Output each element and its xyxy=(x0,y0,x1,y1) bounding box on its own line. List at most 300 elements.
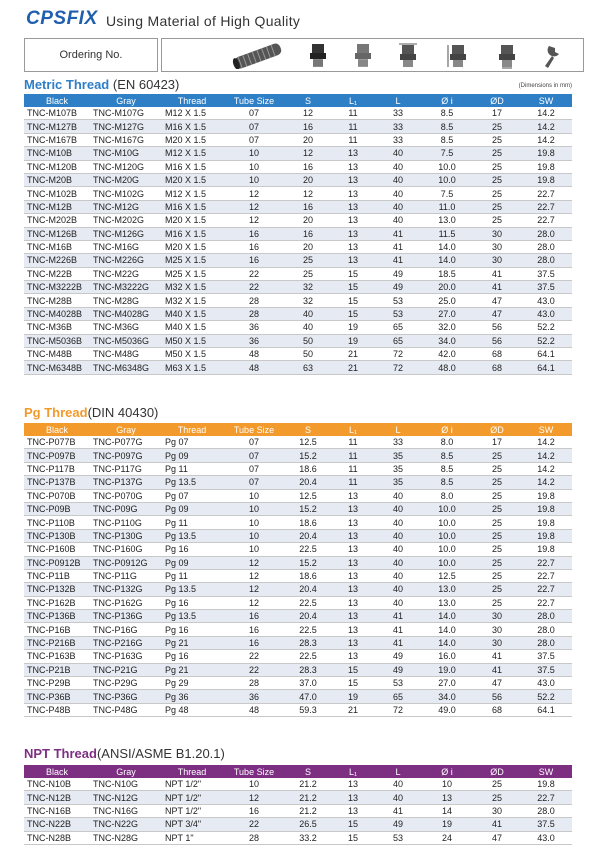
table-cell: 19.8 xyxy=(520,529,572,542)
table-cell: 12 xyxy=(222,791,286,804)
table-cell: 25 xyxy=(474,596,520,609)
table-cell: 40 xyxy=(376,596,420,609)
table-cell: 25 xyxy=(474,187,520,200)
table-cell: M25 X 1.5 xyxy=(162,267,222,280)
table-cell: M32 X 1.5 xyxy=(162,281,222,294)
table-cell: 21.2 xyxy=(286,804,330,817)
table-cell: 30 xyxy=(474,254,520,267)
table-cell: 40 xyxy=(376,173,420,186)
table-row xyxy=(24,516,572,529)
table-cell: 07 xyxy=(222,476,286,489)
table-cell: TNC-P130G xyxy=(90,529,162,542)
table-cell: 16.0 xyxy=(420,650,474,663)
table-cell: 25 xyxy=(474,120,520,133)
table-cell: TNC-M120G xyxy=(90,160,162,173)
table-cell: 25 xyxy=(286,267,330,280)
table-cell: 49 xyxy=(376,267,420,280)
table-cell: Pg 16 xyxy=(162,543,222,556)
table-cell: 19.8 xyxy=(520,160,572,173)
table-cell: 13 xyxy=(330,543,376,556)
table-cell: 72 xyxy=(376,348,420,361)
table-cell: TNC-M4028G xyxy=(90,307,162,320)
table-cell: TNC-P097G xyxy=(90,449,162,462)
table-cell: TNC-N10G xyxy=(90,778,162,791)
table-cell: 13 xyxy=(330,187,376,200)
table-cell: 33 xyxy=(376,120,420,133)
table-cell: Pg 11 xyxy=(162,462,222,475)
table-row xyxy=(24,623,572,636)
column-header: Black xyxy=(24,94,90,107)
table-cell: 13 xyxy=(330,778,376,791)
metric-title: Metric Thread xyxy=(24,77,110,92)
table-row xyxy=(24,583,572,596)
table-cell: 10 xyxy=(222,529,286,542)
column-header: L₁ xyxy=(330,94,376,107)
table-cell: 28 xyxy=(222,307,286,320)
table-cell: Pg 07 xyxy=(162,489,222,502)
table-cell: TNC-P132G xyxy=(90,583,162,596)
table-cell: 17 xyxy=(474,436,520,449)
table-row xyxy=(24,281,572,294)
table-cell: 13 xyxy=(330,791,376,804)
table-cell: TNC-P21B xyxy=(24,663,90,676)
table-cell: 12 xyxy=(222,200,286,213)
table-cell: 13 xyxy=(330,623,376,636)
table-cell: TNC-P09G xyxy=(90,502,162,515)
table-cell: 12 xyxy=(222,556,286,569)
table-cell: 22.7 xyxy=(520,569,572,582)
table-cell: 28 xyxy=(222,294,286,307)
table-cell: 40 xyxy=(376,187,420,200)
table-cell: 40 xyxy=(376,502,420,515)
table-cell: Pg 13.5 xyxy=(162,610,222,623)
table-cell: 10.0 xyxy=(420,543,474,556)
table-cell: 19.8 xyxy=(520,778,572,791)
table-cell: 10 xyxy=(222,160,286,173)
table-cell: 25 xyxy=(474,173,520,186)
table-cell: TNC-P21G xyxy=(90,663,162,676)
table-cell: 16 xyxy=(286,160,330,173)
table-cell: 15.2 xyxy=(286,502,330,515)
hose-icon xyxy=(230,43,286,69)
table-cell: TNC-M28G xyxy=(90,294,162,307)
table-cell: 13 xyxy=(330,227,376,240)
table-cell: 19 xyxy=(330,321,376,334)
table-cell: 35 xyxy=(376,449,420,462)
table-cell: 14.0 xyxy=(420,240,474,253)
table-cell: 37.0 xyxy=(286,677,330,690)
ordering-label: Ordering No. xyxy=(24,38,158,72)
product-images xyxy=(161,38,584,72)
table-row xyxy=(24,556,572,569)
table-cell: 42.0 xyxy=(420,348,474,361)
table-cell: TNC-M22G xyxy=(90,267,162,280)
table-cell: 47 xyxy=(474,294,520,307)
table-cell: 35 xyxy=(376,476,420,489)
table-cell: 07 xyxy=(222,133,286,146)
table-cell: 18.6 xyxy=(286,516,330,529)
table-cell: 7.5 xyxy=(420,147,474,160)
table-cell: Pg 36 xyxy=(162,690,222,703)
table-cell: M25 X 1.5 xyxy=(162,254,222,267)
table-cell: 10.0 xyxy=(420,173,474,186)
table-cell: TNC-P163B xyxy=(24,650,90,663)
table-cell: 25 xyxy=(474,133,520,146)
page-header xyxy=(0,0,594,36)
table-cell: 25 xyxy=(474,502,520,515)
table-row xyxy=(24,240,572,253)
table-cell: TNC-M10G xyxy=(90,147,162,160)
table-cell: 48 xyxy=(222,348,286,361)
table-cell: 65 xyxy=(376,690,420,703)
table-cell: 49 xyxy=(376,650,420,663)
table-row xyxy=(24,778,572,791)
table-cell: Pg 09 xyxy=(162,449,222,462)
table-row xyxy=(24,543,572,556)
table-cell: 16 xyxy=(222,240,286,253)
table-cell: 41 xyxy=(376,610,420,623)
table-cell: 8.5 xyxy=(420,449,474,462)
table-cell: 13 xyxy=(420,791,474,804)
table-cell: TNC-M6348B xyxy=(24,361,90,374)
table-cell: 25 xyxy=(474,462,520,475)
table-cell: TNC-P160G xyxy=(90,543,162,556)
table-cell: 20.4 xyxy=(286,529,330,542)
table-cell: 11 xyxy=(330,462,376,475)
column-header: Thread xyxy=(162,765,222,778)
table-cell: 28.0 xyxy=(520,254,572,267)
table-cell: TNC-P162B xyxy=(24,596,90,609)
table-cell: 12 xyxy=(222,569,286,582)
metric-section-title xyxy=(24,77,179,92)
table-cell: M32 X 1.5 xyxy=(162,294,222,307)
table-cell: TNC-P077G xyxy=(90,436,162,449)
table-cell: 20 xyxy=(286,133,330,146)
table-cell: 41 xyxy=(376,804,420,817)
table-cell: 37.5 xyxy=(520,650,572,663)
table-cell: 15.2 xyxy=(286,449,330,462)
table-cell: 13 xyxy=(330,596,376,609)
table-cell: 52.2 xyxy=(520,690,572,703)
table-cell: 30 xyxy=(474,610,520,623)
table-cell: 22.7 xyxy=(520,556,572,569)
table-cell: TNC-P48B xyxy=(24,703,90,716)
table-row xyxy=(24,107,572,120)
table-cell: 10 xyxy=(222,489,286,502)
table-cell: 27.0 xyxy=(420,677,474,690)
table-cell: 49 xyxy=(376,818,420,831)
table-cell: 10.0 xyxy=(420,529,474,542)
table-row xyxy=(24,791,572,804)
table-cell: 41 xyxy=(376,254,420,267)
table-row xyxy=(24,476,572,489)
column-header: L xyxy=(376,765,420,778)
table-cell: 43.0 xyxy=(520,294,572,307)
table-cell: 22.5 xyxy=(286,650,330,663)
black-fitting-icon xyxy=(309,43,327,69)
table-cell: 49 xyxy=(376,281,420,294)
table-cell: 22 xyxy=(222,281,286,294)
table-cell: Pg 16 xyxy=(162,623,222,636)
table-cell: 15.2 xyxy=(286,556,330,569)
table-cell: TNC-M202B xyxy=(24,214,90,227)
table-cell: 30 xyxy=(474,227,520,240)
table-cell: 13 xyxy=(330,214,376,227)
table-cell: 40 xyxy=(376,516,420,529)
table-cell: 33.2 xyxy=(286,831,330,844)
table-cell: TNC-M5036G xyxy=(90,334,162,347)
table-cell: 50 xyxy=(286,348,330,361)
table-row xyxy=(24,160,572,173)
table-cell: 65 xyxy=(376,321,420,334)
table-cell: 19.0 xyxy=(420,663,474,676)
table-cell: 40 xyxy=(376,200,420,213)
brand-logo: CPSFIX xyxy=(26,8,98,29)
table-cell: 25 xyxy=(474,449,520,462)
table-cell: TNC-P130B xyxy=(24,529,90,542)
table-cell: 13 xyxy=(330,200,376,213)
table-cell: TNC-M107G xyxy=(90,107,162,120)
table-cell: 25 xyxy=(474,791,520,804)
table-cell: 25 xyxy=(474,147,520,160)
table-cell: 11 xyxy=(330,436,376,449)
table-cell: 13 xyxy=(330,583,376,596)
table-cell: Pg 48 xyxy=(162,703,222,716)
table-cell: M20 X 1.5 xyxy=(162,133,222,146)
table-row xyxy=(24,436,572,449)
table-cell: TNC-P110G xyxy=(90,516,162,529)
table-cell: TNC-M102B xyxy=(24,187,90,200)
table-cell: 12.5 xyxy=(286,436,330,449)
table-cell: M12 X 1.5 xyxy=(162,187,222,200)
table-cell: 47 xyxy=(474,831,520,844)
table-cell: 20 xyxy=(286,214,330,227)
table-cell: 43.0 xyxy=(520,677,572,690)
table-cell: 07 xyxy=(222,462,286,475)
table-cell: TNC-M3222G xyxy=(90,281,162,294)
table-cell: 28.0 xyxy=(520,610,572,623)
table-cell: 13 xyxy=(330,650,376,663)
table-cell: 47.0 xyxy=(286,690,330,703)
table-cell: 40 xyxy=(376,556,420,569)
table-cell: 19 xyxy=(330,334,376,347)
table-cell: 22.7 xyxy=(520,583,572,596)
table-cell: 25 xyxy=(474,214,520,227)
column-header: Tube Size xyxy=(222,94,286,107)
table-row xyxy=(24,596,572,609)
table-cell: 22.7 xyxy=(520,187,572,200)
table-cell: TNC-M226B xyxy=(24,254,90,267)
table-cell: 33 xyxy=(376,133,420,146)
table-cell: 25 xyxy=(474,529,520,542)
table-cell: 21 xyxy=(330,703,376,716)
table-row xyxy=(24,321,572,334)
table-cell: 07 xyxy=(222,436,286,449)
table-cell: 22 xyxy=(222,650,286,663)
table-cell: 13.0 xyxy=(420,583,474,596)
column-header: S xyxy=(286,765,330,778)
table-cell: 30 xyxy=(474,636,520,649)
table-cell: TNC-N16G xyxy=(90,804,162,817)
table-cell: 41 xyxy=(474,281,520,294)
table-cell: 37.5 xyxy=(520,663,572,676)
column-header: ØD xyxy=(474,94,520,107)
table-cell: 11 xyxy=(330,133,376,146)
table-cell: 16 xyxy=(286,120,330,133)
table-cell: NPT 1" xyxy=(162,831,222,844)
table-cell: M40 X 1.5 xyxy=(162,321,222,334)
column-header: SW xyxy=(520,765,572,778)
table-cell: 12 xyxy=(222,583,286,596)
table-cell: TNC-P216B xyxy=(24,636,90,649)
table-cell: 41 xyxy=(474,818,520,831)
table-cell: 22.7 xyxy=(520,596,572,609)
table-cell: TNC-M4028B xyxy=(24,307,90,320)
table-cell: 72 xyxy=(376,361,420,374)
table-cell: 13 xyxy=(330,160,376,173)
table-cell: 37.5 xyxy=(520,267,572,280)
table-cell: 10.0 xyxy=(420,516,474,529)
table-cell: 11.5 xyxy=(420,227,474,240)
table-cell: TNC-P29G xyxy=(90,677,162,690)
npt-thread-table xyxy=(24,765,572,845)
table-row xyxy=(24,818,572,831)
table-cell: 16 xyxy=(286,227,330,240)
table-cell: 34.0 xyxy=(420,334,474,347)
table-cell: TNC-M36G xyxy=(90,321,162,334)
table-cell: 28.0 xyxy=(520,623,572,636)
table-cell: 25 xyxy=(474,569,520,582)
table-cell: 26.5 xyxy=(286,818,330,831)
column-header: Gray xyxy=(90,765,162,778)
table-cell: Pg 13.5 xyxy=(162,476,222,489)
table-cell: 10 xyxy=(222,516,286,529)
table-cell: 19 xyxy=(420,818,474,831)
table-cell: 16 xyxy=(222,254,286,267)
table-cell: TNC-M226G xyxy=(90,254,162,267)
table-cell: 36 xyxy=(222,690,286,703)
table-cell: 37.5 xyxy=(520,818,572,831)
table-cell: 12.5 xyxy=(286,489,330,502)
table-cell: TNC-N28B xyxy=(24,831,90,844)
table-cell: M12 X 1.5 xyxy=(162,147,222,160)
pg-title: Pg Thread xyxy=(24,405,88,420)
table-cell: 14 xyxy=(420,804,474,817)
table-cell: 41 xyxy=(474,663,520,676)
table-cell: 13.0 xyxy=(420,214,474,227)
table-cell: TNC-N10B xyxy=(24,778,90,791)
table-cell: 41 xyxy=(474,650,520,663)
table-cell: TNC-P216G xyxy=(90,636,162,649)
table-cell: TNC-P36G xyxy=(90,690,162,703)
table-cell: 68 xyxy=(474,703,520,716)
table-cell: TNC-M6348G xyxy=(90,361,162,374)
table-cell: 10 xyxy=(222,173,286,186)
table-cell: TNC-M102G xyxy=(90,187,162,200)
table-cell: 49 xyxy=(376,663,420,676)
table-cell: 43.0 xyxy=(520,831,572,844)
table-cell: 41 xyxy=(376,636,420,649)
table-cell: TNC-M120B xyxy=(24,160,90,173)
table-cell: TNC-P132B xyxy=(24,583,90,596)
table-cell: TNC-P09B xyxy=(24,502,90,515)
table-row xyxy=(24,120,572,133)
table-cell: TNC-M202G xyxy=(90,214,162,227)
table-row xyxy=(24,147,572,160)
table-cell: 47 xyxy=(474,677,520,690)
table-cell: 13 xyxy=(330,529,376,542)
table-cell: 22.7 xyxy=(520,791,572,804)
dimensions-note: (Dimensions in mm) xyxy=(518,83,572,89)
table-cell: 41 xyxy=(474,267,520,280)
table-cell: 12.5 xyxy=(420,569,474,582)
table-cell: 13 xyxy=(330,636,376,649)
table-cell: 25 xyxy=(286,254,330,267)
table-row xyxy=(24,267,572,280)
table-cell: 52.2 xyxy=(520,321,572,334)
table-cell: 59.3 xyxy=(286,703,330,716)
table-cell: M40 X 1.5 xyxy=(162,307,222,320)
table-cell: 68 xyxy=(474,361,520,374)
table-cell: 15 xyxy=(330,307,376,320)
table-cell: 63 xyxy=(286,361,330,374)
table-cell: 28.0 xyxy=(520,636,572,649)
table-cell: 48.0 xyxy=(420,361,474,374)
table-cell: 64.1 xyxy=(520,361,572,374)
table-cell: TNC-N12B xyxy=(24,791,90,804)
table-cell: 16 xyxy=(222,804,286,817)
table-cell: 25 xyxy=(474,778,520,791)
table-cell: 53 xyxy=(376,294,420,307)
column-header: L xyxy=(376,423,420,436)
table-cell: 13 xyxy=(330,804,376,817)
table-row xyxy=(24,254,572,267)
table-cell: TNC-P0912G xyxy=(90,556,162,569)
wrench-icon xyxy=(541,43,563,69)
table-row xyxy=(24,703,572,716)
column-header: L xyxy=(376,94,420,107)
dimension-l-icon xyxy=(447,43,469,69)
column-header: Ø i xyxy=(420,765,474,778)
table-row xyxy=(24,529,572,542)
table-cell: 17 xyxy=(474,107,520,120)
table-cell: 28.0 xyxy=(520,227,572,240)
table-cell: TNC-M167B xyxy=(24,133,90,146)
table-cell: TNC-P136G xyxy=(90,610,162,623)
column-header: Thread xyxy=(162,94,222,107)
table-cell: M50 X 1.5 xyxy=(162,348,222,361)
table-row xyxy=(24,214,572,227)
table-cell: 28.3 xyxy=(286,663,330,676)
table-cell: TNC-N12G xyxy=(90,791,162,804)
table-cell: 25 xyxy=(474,160,520,173)
table-cell: 25 xyxy=(474,200,520,213)
table-cell: Pg 16 xyxy=(162,650,222,663)
table-row xyxy=(24,569,572,582)
table-row xyxy=(24,663,572,676)
table-cell: 27.0 xyxy=(420,307,474,320)
table-cell: 16 xyxy=(222,636,286,649)
table-cell: Pg 09 xyxy=(162,556,222,569)
table-cell: M16 X 1.5 xyxy=(162,160,222,173)
table-row xyxy=(24,636,572,649)
table-cell: 20 xyxy=(286,240,330,253)
table-cell: 40 xyxy=(286,321,330,334)
table-cell: 19.8 xyxy=(520,489,572,502)
table-cell: 11.0 xyxy=(420,200,474,213)
table-cell: 72 xyxy=(376,703,420,716)
table-cell: TNC-M126B xyxy=(24,227,90,240)
